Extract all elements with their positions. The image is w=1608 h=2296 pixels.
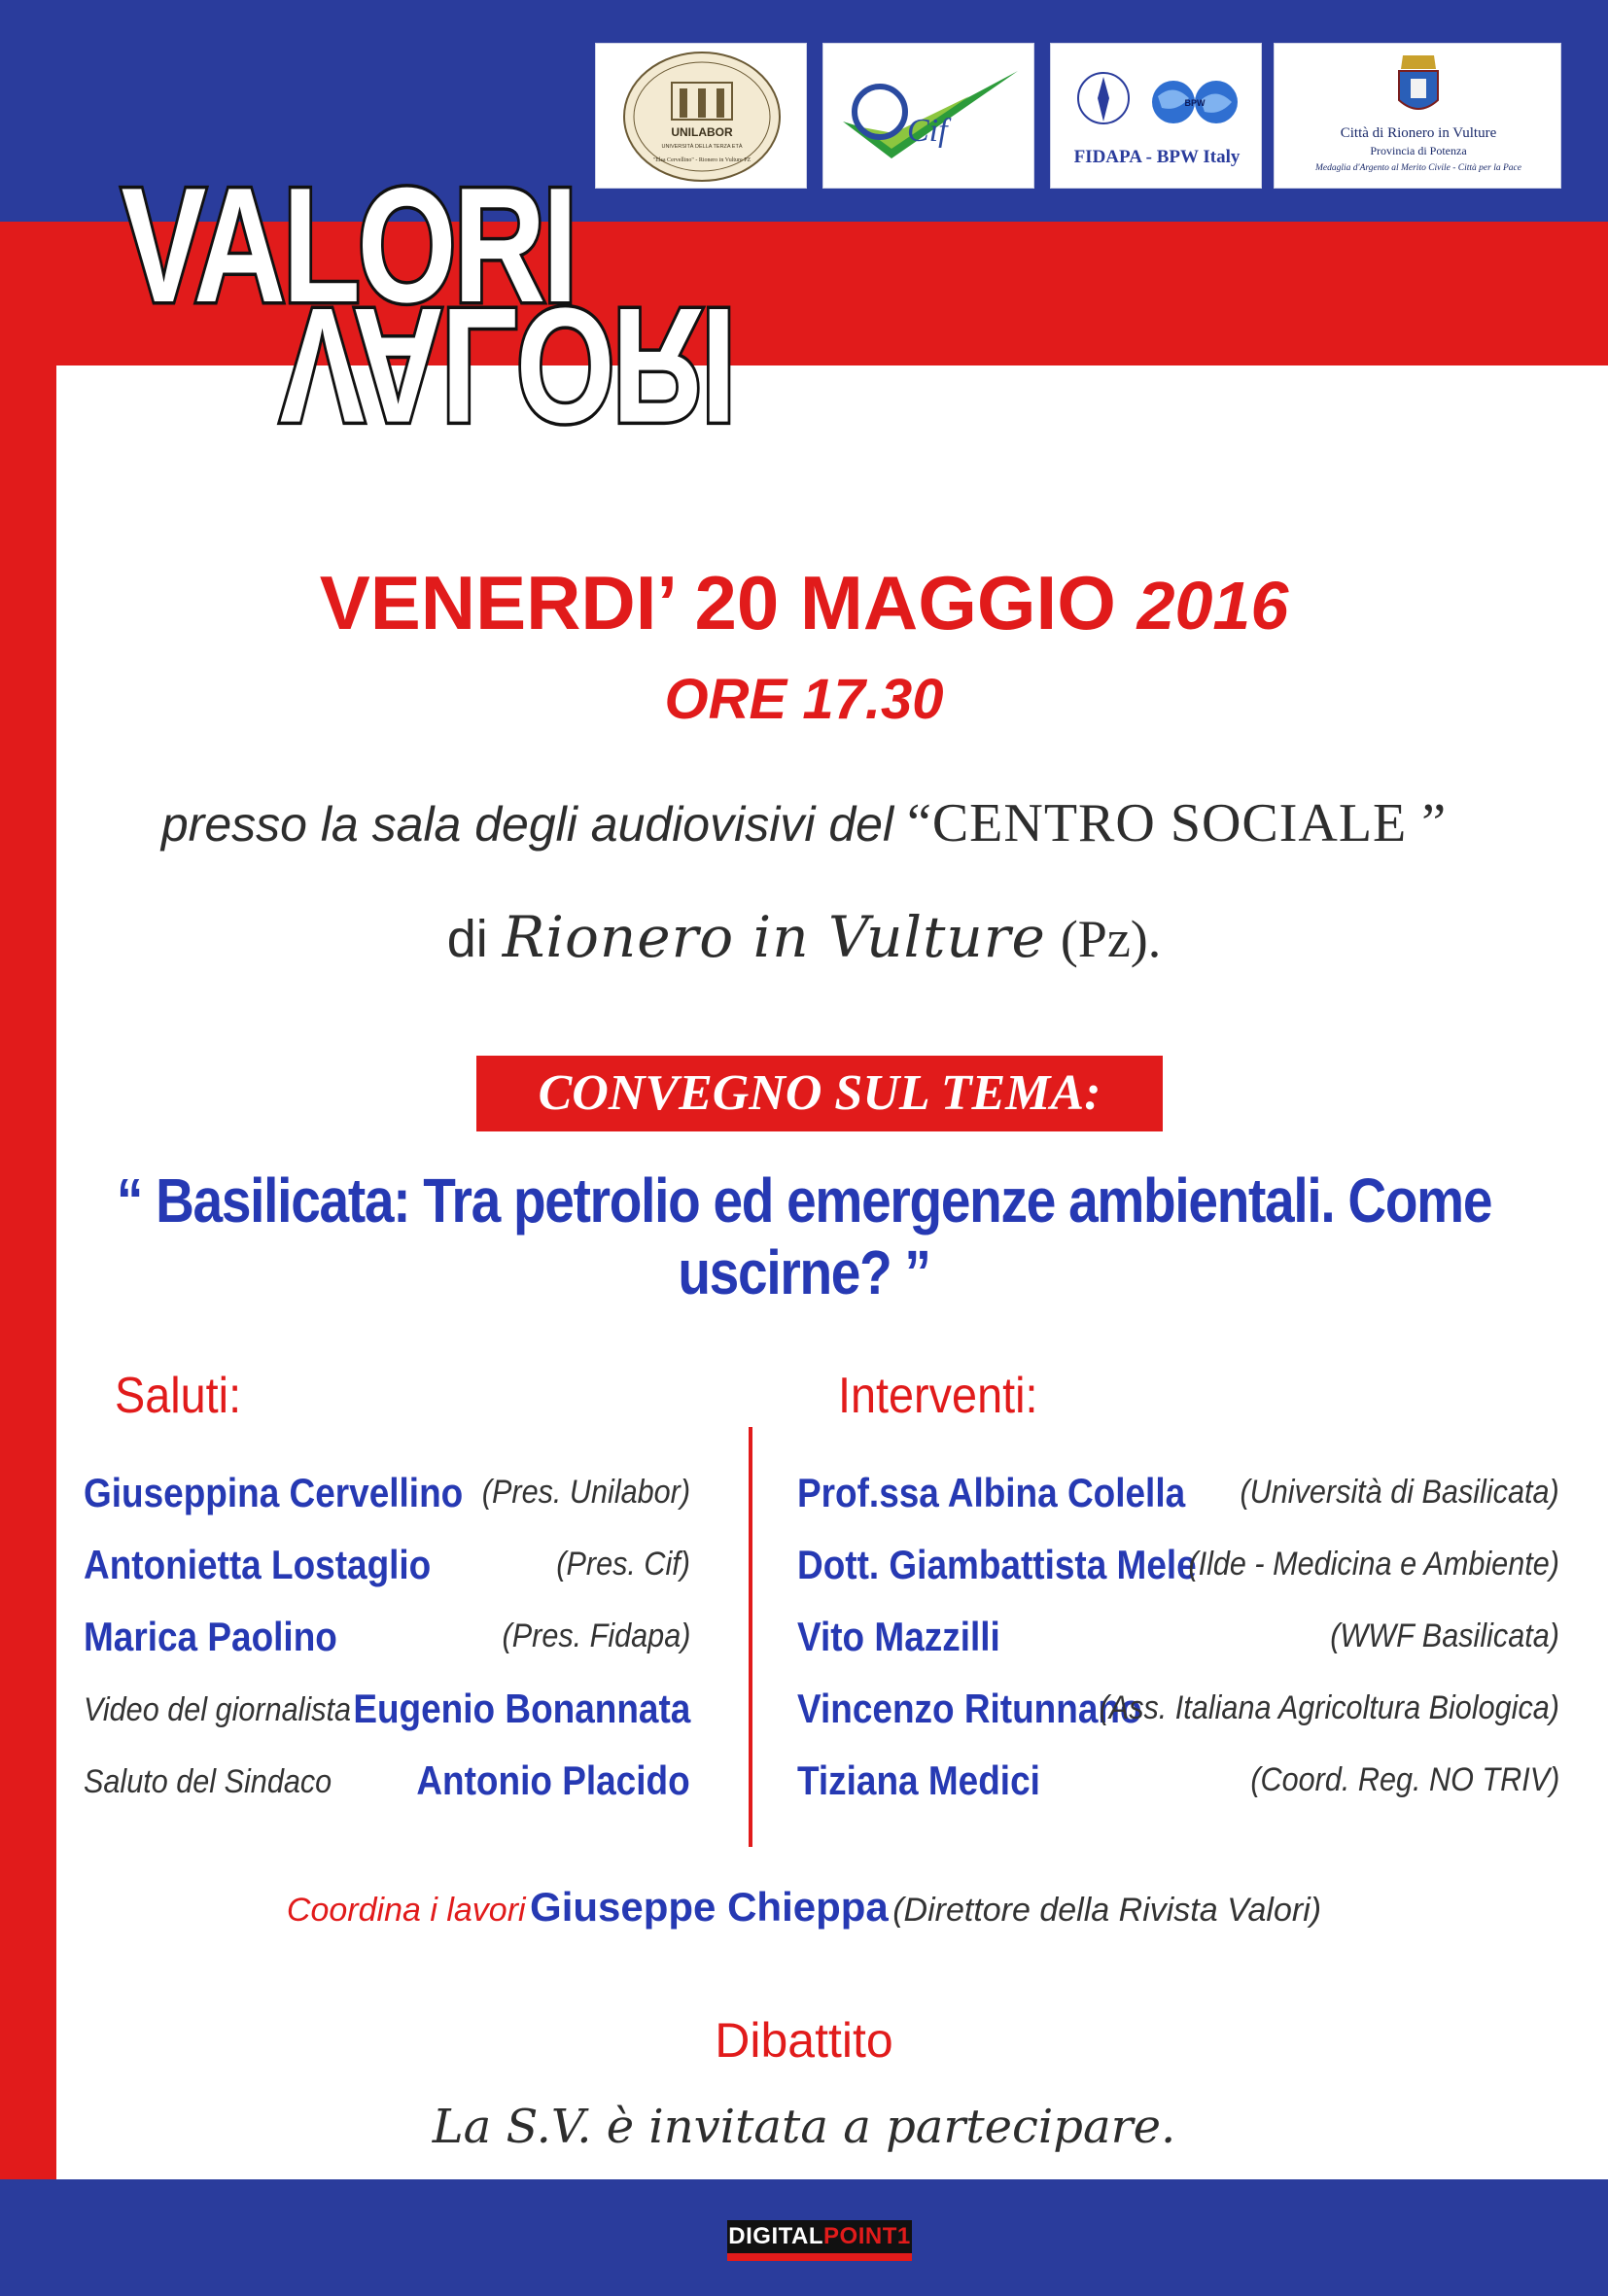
valori-title-logo: [117, 146, 778, 467]
unilabor-place: "Elsa Cervellino" - Rionero in Vulture PZ: [652, 157, 752, 163]
speaker-name: Vito Mazzilli: [797, 1614, 1000, 1659]
speaker-role: (Pres. Fidapa): [502, 1618, 690, 1654]
fidapa-name: FIDAPA - BPW Italy: [1073, 147, 1241, 167]
speaker-role: (WWF Basilicata): [1330, 1618, 1559, 1654]
speaker-name: Antonio Placido: [416, 1757, 690, 1803]
speaker-label: Video del giornalista: [84, 1691, 352, 1728]
printer-logo: [727, 2220, 912, 2253]
interventi-heading: Interventi:: [838, 1368, 1038, 1424]
theme-label-box: CONVEGNO SUL TEMA:: [476, 1056, 1163, 1131]
column-divider: [749, 1427, 752, 1847]
venue-name: “CENTRO SOCIALE ”: [906, 793, 1448, 853]
printer-name-part1: DIGITAL: [728, 2223, 824, 2249]
saluti-row: [84, 1757, 690, 1816]
printer-name-part2: POINT1: [823, 2223, 911, 2249]
city-name: Città di Rionero in Vulture: [1340, 125, 1497, 141]
speaker-label: Saluto del Sindaco: [84, 1763, 332, 1800]
province-name: Provincia di Potenza: [1370, 144, 1467, 157]
speaker-role: (Università di Basilicata): [1240, 1474, 1559, 1511]
speaker-role: (Pres. Unilabor): [481, 1474, 690, 1511]
coordinator-name: Giuseppe Chieppa: [530, 1884, 889, 1930]
place-name: Rionero in Vulture: [502, 904, 1046, 970]
event-year: 2016: [1136, 568, 1289, 644]
saluti-row: [84, 1614, 690, 1672]
cif-logo: [822, 43, 1034, 189]
speaker-name: Dott. Giambattista Mele: [797, 1542, 1197, 1587]
saluti-heading: Saluti:: [115, 1368, 242, 1424]
event-time: ORE 17.30: [664, 668, 944, 731]
speaker-role: (Pres. Cif): [556, 1546, 690, 1583]
debate-label: Dibattito: [715, 2013, 893, 2068]
saluti-row: [84, 1470, 690, 1528]
interventi-row: [797, 1470, 1559, 1528]
coordinator-line: [0, 1884, 1608, 1931]
event-date-text: VENERDI’ 20 MAGGIO: [319, 560, 1116, 645]
place-prefix: di: [446, 910, 488, 968]
comune-logo: [1274, 43, 1561, 189]
speaker-name: Antonietta Lostaglio: [84, 1542, 432, 1587]
coordinator-label: Coordina i lavori: [286, 1892, 526, 1929]
fidapa-emblem-icon: [1051, 44, 1262, 189]
interventi-row: [797, 1614, 1559, 1672]
speaker-role: (Ass. Italiana Agricoltura Biologica): [1099, 1689, 1559, 1726]
speaker-role: (Ilde - Medicina e Ambiente): [1188, 1546, 1559, 1583]
event-date: [0, 559, 1608, 647]
coordinator-role: (Direttore della Rivista Valori): [892, 1892, 1322, 1929]
fidapa-logo: [1050, 43, 1262, 189]
interventi-row: [797, 1686, 1559, 1744]
bpw-mark: BPW: [1184, 98, 1206, 108]
speaker-name: Eugenio Bonannata: [352, 1686, 690, 1731]
valori-top-word: VALORI: [121, 154, 576, 336]
conference-subject: “ Basilicata: Tra petrolio ed emergenze ambientali. Come uscirne? ”: [116, 1165, 1492, 1307]
interventi-row: [797, 1757, 1559, 1816]
speaker-name: Tiziana Medici: [797, 1757, 1040, 1803]
valori-mirror-word: VALORI: [279, 274, 734, 457]
city-crest-icon: [1275, 44, 1561, 189]
cif-name: Cif: [907, 113, 948, 149]
saluti-row: [84, 1542, 690, 1600]
venue-prefix: presso la sala degli audiovisivi del: [160, 797, 894, 852]
interventi-row: [797, 1542, 1559, 1600]
speaker-name: Prof.ssa Albina Colella: [797, 1470, 1186, 1515]
cif-check-icon: [823, 44, 1034, 189]
saluti-row: [84, 1686, 690, 1744]
speaker-name: Marica Paolino: [84, 1614, 337, 1659]
speaker-name: Vincenzo Ritunnano: [797, 1686, 1142, 1731]
place-suffix: (Pz).: [1060, 910, 1162, 968]
unilabor-subtitle: UNIVERSITÀ DELLA TERZA ETÀ: [661, 144, 743, 150]
speaker-role: (Coord. Reg. NO TRIV): [1250, 1761, 1559, 1798]
city-honor: Medaglia d'Argento al Merito Civile - Città per la Pace: [1315, 163, 1521, 173]
venue-line: [0, 792, 1608, 854]
place-line: [0, 904, 1608, 970]
printer-logo-underline: [727, 2253, 912, 2261]
unilabor-name: UNILABOR: [671, 125, 733, 139]
valori-word-mirrored: [280, 274, 734, 456]
invitation-text: La S.V. è invitata a partecipare.: [432, 2100, 1176, 2154]
speaker-name: Giuseppina Cervellino: [84, 1470, 464, 1515]
